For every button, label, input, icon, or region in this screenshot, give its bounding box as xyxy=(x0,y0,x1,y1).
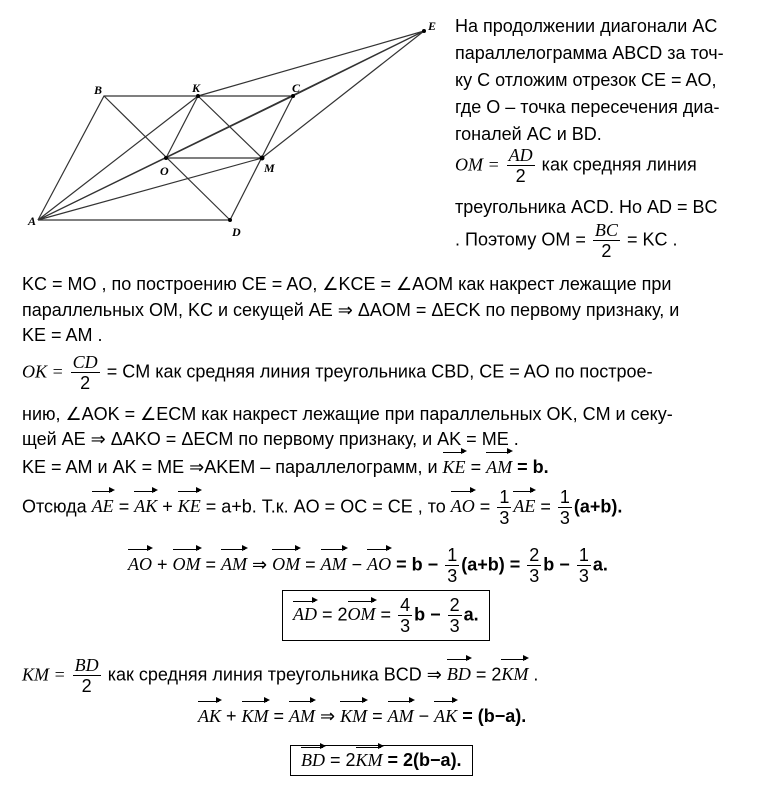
therefore-rhs: = KC . xyxy=(626,229,678,250)
line-am xyxy=(38,158,262,220)
vector-equation-line: AO + OM = AM ⇒ OM = AM − AO = b − $\frac{1}{3}$ (a+b) = $\frac{2}{3}$ b − $\frac{1}{3}$ a. xyxy=(128,545,608,586)
line-ok xyxy=(166,96,198,158)
ak-km-line: AK + KM = AM ⇒ KM = AM − AK = (b−a). xyxy=(198,706,527,726)
ke-line: KE = AM и AK = ME ⇒AKEM – параллелограмм, и KE = AM = b. xyxy=(22,457,549,477)
therefore-line xyxy=(455,220,677,261)
p3-line-1: KC = MO , по построению CE = AO, ∠KCE = ∠AOM как накрест лежащие при xyxy=(22,274,672,294)
om-lhs: OM = xyxy=(455,154,500,175)
answer-box-bd: BD = 2KM = 2(b−a). xyxy=(290,745,473,776)
label-c: C xyxy=(292,81,301,95)
line-km xyxy=(198,96,262,158)
point-o-dot xyxy=(164,156,168,160)
p3-line-3: KE = AM . xyxy=(22,325,103,345)
km-line: KM = $\frac{BD}{2}$ как средняя линия треугольника BCD ⇒ BD = 2KM . xyxy=(22,655,539,696)
ok-lhs: OK = xyxy=(22,361,64,382)
line-me xyxy=(262,31,424,158)
line-ae xyxy=(38,31,424,220)
point-d-dot xyxy=(228,218,232,222)
om-rhs: как средняя линия xyxy=(541,154,697,175)
p3-line-2: параллельных OM, KC и секущей AE ⇒ ΔAOM = ΔECK по первому признаку, и xyxy=(22,300,680,320)
ok-line xyxy=(22,352,653,393)
hence-line: Отсюда AE = AK + KE = a+b. Т.к. AO = OC = CE , то AO = $\frac{1}{3}$ AE = $\frac{1}{3}$ (a+b). xyxy=(22,487,623,528)
therefore-lead: . Поэтому OM = xyxy=(455,229,586,250)
label-a: A xyxy=(28,214,37,228)
p1-line-5: гоналей AC и BD. xyxy=(455,124,602,144)
label-b: B xyxy=(94,83,103,97)
label-e: E xyxy=(428,19,437,33)
point-m-dot xyxy=(260,156,265,161)
p1-line-3: ку C отложим отрезок CE = AO, xyxy=(455,70,717,90)
p1-line-1: На продолжении диагонали AC xyxy=(455,16,718,36)
label-m: M xyxy=(264,161,275,175)
label-d: D xyxy=(232,225,241,239)
vector-am: AM xyxy=(486,457,513,477)
p1-line-4: где O – точка пересечения диа- xyxy=(455,97,720,117)
p2-line: треугольника ACD. Но AD = BC xyxy=(455,197,718,217)
therefore-fraction: $\frac{BC}{2}$ xyxy=(594,220,618,261)
om-midline-line xyxy=(455,145,697,186)
point-e-dot xyxy=(422,29,426,33)
p1-line-2: параллелограмма ABCD за точ- xyxy=(455,43,724,63)
p4-line-2: щей AE ⇒ ΔAKO = ΔECM по первому признаку, и AK = ME . xyxy=(22,429,519,449)
om-fraction: $\frac{AD}{2}$ xyxy=(508,145,533,186)
label-k: K xyxy=(192,81,201,95)
answer-box-ad: AD = 2OM = $\frac{4}{3}$ b − $\frac{2}{3}$ a. xyxy=(282,590,490,641)
parallelogram-figure xyxy=(0,0,450,250)
p4-line-1: нию, ∠AOK = ∠ECM как накрест лежащие при параллельных OK, CM и секу- xyxy=(22,404,673,424)
ok-fraction: $\frac{CD}{2}$ xyxy=(72,352,98,393)
label-o: O xyxy=(160,164,169,178)
ok-rhs: = CM как средняя линия треугольника CBD, CE = AO по построе- xyxy=(106,361,653,382)
vector-ke: KE xyxy=(442,457,466,477)
